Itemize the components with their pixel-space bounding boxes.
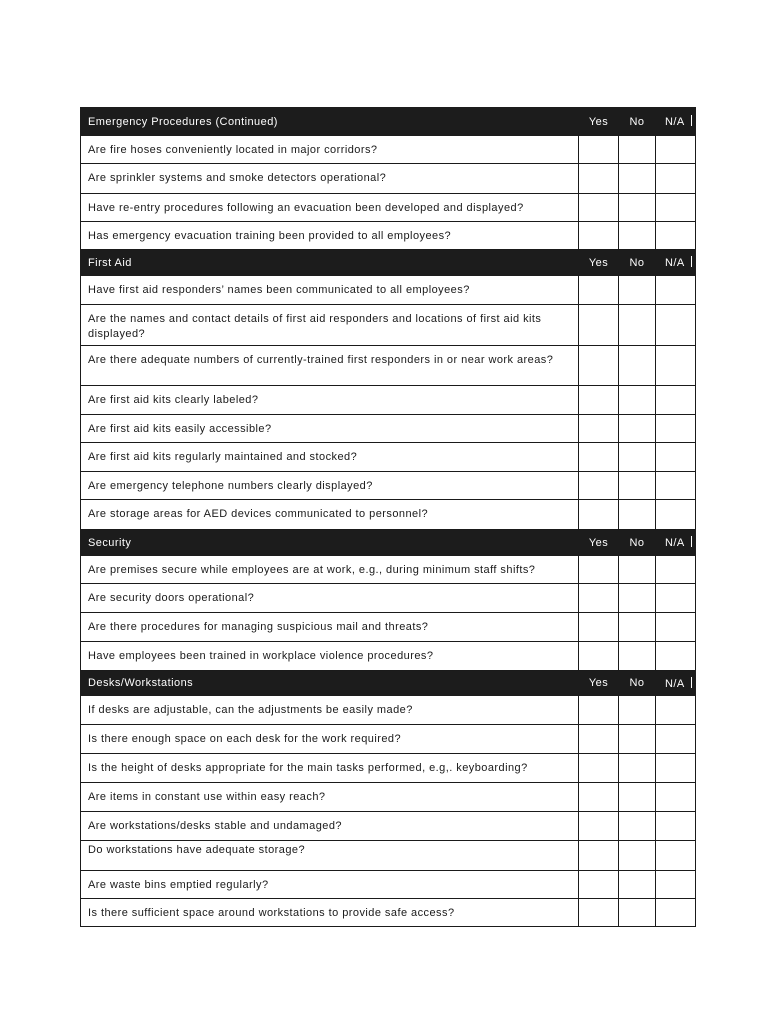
answer-no-checkbox[interactable] xyxy=(619,754,656,783)
answer-no-checkbox[interactable] xyxy=(619,812,656,841)
column-header-no: No xyxy=(619,250,656,276)
column-header-na xyxy=(656,250,696,276)
question-text: Has emergency evacuation training been provided to all employees? xyxy=(81,222,579,250)
question-text: Are items in constant use within easy reach? xyxy=(81,783,579,812)
answer-yes-checkbox[interactable] xyxy=(579,696,619,725)
answer-na-checkbox[interactable] xyxy=(656,222,696,250)
question-row xyxy=(81,696,696,725)
answer-na-checkbox[interactable] xyxy=(656,812,696,841)
section-title: Desks/Workstations xyxy=(81,671,579,696)
column-header-na xyxy=(656,530,696,556)
answer-na-checkbox[interactable] xyxy=(656,783,696,812)
answer-no-checkbox[interactable] xyxy=(619,871,656,899)
answer-no-checkbox[interactable] xyxy=(619,841,656,871)
answer-yes-checkbox[interactable] xyxy=(579,783,619,812)
answer-no-checkbox[interactable] xyxy=(619,584,656,613)
question-text: Are workstations/desks stable and undamaged? xyxy=(81,812,579,841)
answer-na-checkbox[interactable] xyxy=(656,346,696,386)
answer-na-checkbox[interactable] xyxy=(656,754,696,783)
answer-na-checkbox[interactable] xyxy=(656,696,696,725)
answer-no-checkbox[interactable] xyxy=(619,696,656,725)
header-divider-mark xyxy=(691,115,692,126)
question-row xyxy=(81,613,696,642)
header-divider-mark xyxy=(691,256,692,267)
question-row xyxy=(81,899,696,927)
question-row xyxy=(81,725,696,754)
question-text: Are there procedures for managing suspicious mail and threats? xyxy=(81,613,579,642)
section-title: First Aid xyxy=(81,250,579,276)
answer-yes-checkbox[interactable] xyxy=(579,871,619,899)
answer-na-checkbox[interactable] xyxy=(656,613,696,642)
question-row xyxy=(81,194,696,222)
question-text: Are first aid kits regularly maintained and stocked? xyxy=(81,443,579,472)
answer-na-checkbox[interactable] xyxy=(656,276,696,305)
answer-yes-checkbox[interactable] xyxy=(579,222,619,250)
question-text: Are there adequate numbers of currently-trained first responders in or near work areas? xyxy=(81,346,579,386)
answer-na-checkbox[interactable] xyxy=(656,642,696,671)
column-header-no: No xyxy=(619,530,656,556)
answer-yes-checkbox[interactable] xyxy=(579,556,619,584)
question-text: Are security doors operational? xyxy=(81,584,579,613)
answer-yes-checkbox[interactable] xyxy=(579,472,619,500)
answer-na-checkbox[interactable] xyxy=(656,305,696,346)
question-row xyxy=(81,222,696,250)
answer-no-checkbox[interactable] xyxy=(619,194,656,222)
section-header-row xyxy=(81,671,696,696)
column-header-na-label: N/A xyxy=(665,677,685,690)
answer-na-checkbox[interactable] xyxy=(656,556,696,584)
section-header-row xyxy=(81,530,696,556)
answer-yes-checkbox[interactable] xyxy=(579,899,619,927)
question-row xyxy=(81,386,696,415)
section-header-row xyxy=(81,108,696,136)
column-header-na-label: N/A xyxy=(665,257,685,269)
answer-yes-checkbox[interactable] xyxy=(579,754,619,783)
column-header-na xyxy=(656,108,696,136)
question-row xyxy=(81,584,696,613)
question-row xyxy=(81,500,696,530)
question-row xyxy=(81,305,696,346)
question-row xyxy=(81,443,696,472)
answer-yes-checkbox[interactable] xyxy=(579,415,619,443)
section-header-row xyxy=(81,250,696,276)
checklist-table xyxy=(80,107,696,927)
answer-na-checkbox[interactable] xyxy=(656,164,696,194)
question-text: Have employees been trained in workplace violence procedures? xyxy=(81,642,579,671)
answer-na-checkbox[interactable] xyxy=(656,500,696,530)
answer-no-checkbox[interactable] xyxy=(619,725,656,754)
question-text: Is the height of desks appropriate for the main tasks performed, e.g,. keyboarding? xyxy=(81,754,579,783)
question-text: Are first aid kits clearly labeled? xyxy=(81,386,579,415)
answer-na-checkbox[interactable] xyxy=(656,136,696,164)
question-text: Are first aid kits easily accessible? xyxy=(81,415,579,443)
answer-yes-checkbox[interactable] xyxy=(579,305,619,346)
column-header-no: No xyxy=(619,671,656,696)
answer-na-checkbox[interactable] xyxy=(656,725,696,754)
answer-yes-checkbox[interactable] xyxy=(579,642,619,671)
answer-na-checkbox[interactable] xyxy=(656,871,696,899)
question-text: If desks are adjustable, can the adjustments be easily made? xyxy=(81,696,579,725)
answer-no-checkbox[interactable] xyxy=(619,642,656,671)
answer-na-checkbox[interactable] xyxy=(656,584,696,613)
question-row xyxy=(81,136,696,164)
answer-na-checkbox[interactable] xyxy=(656,841,696,871)
answer-no-checkbox[interactable] xyxy=(619,613,656,642)
answer-yes-checkbox[interactable] xyxy=(579,194,619,222)
answer-yes-checkbox[interactable] xyxy=(579,276,619,305)
answer-na-checkbox[interactable] xyxy=(656,386,696,415)
answer-na-checkbox[interactable] xyxy=(656,415,696,443)
question-row xyxy=(81,346,696,386)
question-row xyxy=(81,472,696,500)
checklist-body xyxy=(81,108,696,927)
answer-no-checkbox[interactable] xyxy=(619,556,656,584)
column-header-yes: Yes xyxy=(579,108,619,136)
column-header-yes: Yes xyxy=(579,250,619,276)
answer-no-checkbox[interactable] xyxy=(619,222,656,250)
column-header-na-label: N/A xyxy=(665,537,685,549)
header-divider-mark xyxy=(691,677,692,688)
answer-no-checkbox[interactable] xyxy=(619,305,656,346)
section-title: Security xyxy=(81,530,579,556)
answer-no-checkbox[interactable] xyxy=(619,346,656,386)
column-header-na-label: N/A xyxy=(665,116,685,128)
answer-yes-checkbox[interactable] xyxy=(579,812,619,841)
answer-no-checkbox[interactable] xyxy=(619,500,656,530)
question-row xyxy=(81,754,696,783)
question-text: Are emergency telephone numbers clearly displayed? xyxy=(81,472,579,500)
question-row xyxy=(81,783,696,812)
question-text: Are premises secure while employees are at work, e.g., during minimum staff shifts? xyxy=(81,556,579,584)
section-title: Emergency Procedures (Continued) xyxy=(81,108,579,136)
answer-no-checkbox[interactable] xyxy=(619,415,656,443)
answer-na-checkbox[interactable] xyxy=(656,443,696,472)
answer-yes-checkbox[interactable] xyxy=(579,584,619,613)
question-row xyxy=(81,871,696,899)
question-text: Is there sufficient space around workstations to provide safe access? xyxy=(81,899,579,927)
question-row xyxy=(81,642,696,671)
answer-yes-checkbox[interactable] xyxy=(579,443,619,472)
answer-no-checkbox[interactable] xyxy=(619,783,656,812)
answer-no-checkbox[interactable] xyxy=(619,472,656,500)
column-header-na xyxy=(656,671,696,696)
answer-no-checkbox[interactable] xyxy=(619,443,656,472)
question-text: Are the names and contact details of first aid responders and locations of first aid kits displayed? xyxy=(81,305,579,346)
question-row xyxy=(81,276,696,305)
question-text: Have first aid responders’ names been communicated to all employees? xyxy=(81,276,579,305)
answer-yes-checkbox[interactable] xyxy=(579,386,619,415)
answer-yes-checkbox[interactable] xyxy=(579,500,619,530)
answer-na-checkbox[interactable] xyxy=(656,899,696,927)
answer-na-checkbox[interactable] xyxy=(656,472,696,500)
answer-no-checkbox[interactable] xyxy=(619,386,656,415)
answer-yes-checkbox[interactable] xyxy=(579,346,619,386)
question-text: Are storage areas for AED devices communicated to personnel? xyxy=(81,500,579,530)
question-row xyxy=(81,164,696,194)
question-text: Have re-entry procedures following an evacuation been developed and displayed? xyxy=(81,194,579,222)
question-text: Do workstations have adequate storage? xyxy=(81,841,579,871)
answer-yes-checkbox[interactable] xyxy=(579,725,619,754)
question-text: Are waste bins emptied regularly? xyxy=(81,871,579,899)
question-text: Are sprinkler systems and smoke detectors operational? xyxy=(81,164,579,194)
header-divider-mark xyxy=(691,536,692,547)
answer-na-checkbox[interactable] xyxy=(656,194,696,222)
question-text: Is there enough space on each desk for the work required? xyxy=(81,725,579,754)
column-header-yes: Yes xyxy=(579,671,619,696)
answer-yes-checkbox[interactable] xyxy=(579,136,619,164)
question-row xyxy=(81,812,696,841)
question-text: Are fire hoses conveniently located in major corridors? xyxy=(81,136,579,164)
question-row xyxy=(81,841,696,871)
answer-no-checkbox[interactable] xyxy=(619,899,656,927)
question-row xyxy=(81,415,696,443)
answer-no-checkbox[interactable] xyxy=(619,136,656,164)
answer-yes-checkbox[interactable] xyxy=(579,841,619,871)
column-header-no: No xyxy=(619,108,656,136)
question-row xyxy=(81,556,696,584)
answer-yes-checkbox[interactable] xyxy=(579,613,619,642)
answer-no-checkbox[interactable] xyxy=(619,164,656,194)
answer-no-checkbox[interactable] xyxy=(619,276,656,305)
answer-yes-checkbox[interactable] xyxy=(579,164,619,194)
column-header-yes: Yes xyxy=(579,530,619,556)
